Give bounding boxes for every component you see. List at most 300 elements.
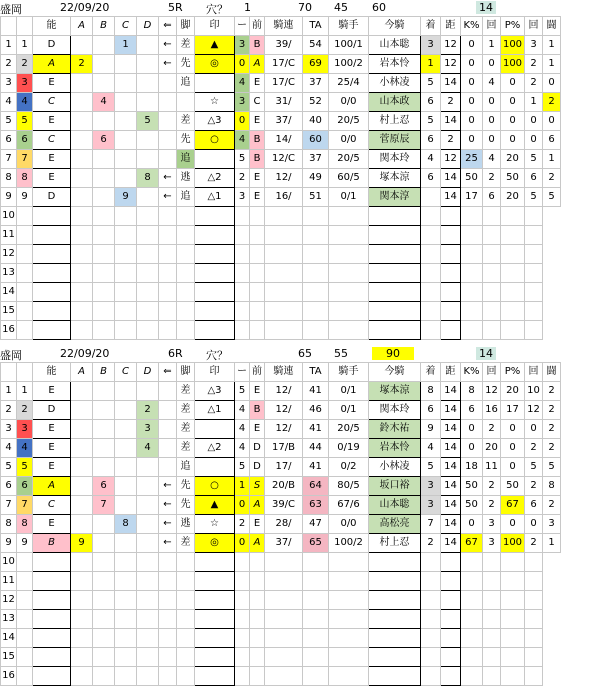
kiren-cell: 16/	[265, 188, 303, 207]
ability-cell: E	[33, 382, 71, 401]
empty-cell	[71, 591, 93, 610]
empty-cell	[483, 591, 501, 610]
runs2-cell: 0	[525, 515, 543, 534]
k-pct-cell: 8	[461, 382, 483, 401]
col-a	[71, 496, 93, 515]
empty-cell	[303, 302, 329, 321]
empty-cell	[369, 648, 421, 667]
table-row	[1, 74, 561, 93]
empty-cell	[329, 226, 369, 245]
gate-cell: 9	[17, 188, 33, 207]
arrow-cell	[159, 458, 177, 477]
jockey-rate-cell: 20/5	[329, 112, 369, 131]
gate-cell: 6	[17, 477, 33, 496]
empty-cell	[525, 667, 543, 686]
col-d: 2	[137, 401, 159, 420]
empty-cell	[137, 553, 159, 572]
prev-cell: 0	[235, 496, 250, 515]
empty-cell	[303, 553, 329, 572]
empty-cell	[71, 245, 93, 264]
empty-cell	[137, 610, 159, 629]
empty-cell	[17, 629, 33, 648]
empty-cell	[137, 591, 159, 610]
col-d: 8	[137, 169, 159, 188]
col-b: 6	[93, 477, 115, 496]
empty-cell	[137, 648, 159, 667]
empty-cell	[71, 648, 93, 667]
runs2-cell: 2	[525, 477, 543, 496]
gate-cell: 8	[17, 169, 33, 188]
gate-cell: 1	[17, 382, 33, 401]
empty-cell	[421, 264, 441, 283]
finish-cell: 4	[421, 150, 441, 169]
col-c	[115, 131, 137, 150]
k-pct-cell: 0	[461, 515, 483, 534]
empty-cell	[421, 207, 441, 226]
empty-cell	[71, 610, 93, 629]
col-a	[71, 36, 93, 55]
kiren-cell: 31/	[265, 93, 303, 112]
jockey-cell: 関本淳	[369, 188, 421, 207]
empty-cell	[33, 264, 71, 283]
empty-cell	[17, 207, 33, 226]
col-c	[115, 55, 137, 74]
arrow-cell: ←	[159, 188, 177, 207]
table-row	[1, 131, 561, 150]
empty-cell	[265, 591, 303, 610]
empty-cell	[461, 629, 483, 648]
empty-cell	[441, 629, 461, 648]
runs2-cell: 3	[525, 36, 543, 55]
empty-cell	[501, 245, 525, 264]
k-pct-cell: 50	[461, 496, 483, 515]
empty-cell	[250, 629, 265, 648]
empty-cell	[461, 283, 483, 302]
ta-cell: 69	[303, 55, 329, 74]
table-row	[1, 591, 561, 610]
col-d	[137, 150, 159, 169]
jockey-cell: 山本聡	[369, 496, 421, 515]
runs-cell: 2	[483, 496, 501, 515]
jockey-cell: 山本聡	[369, 36, 421, 55]
empty-cell	[33, 591, 71, 610]
empty-cell	[265, 648, 303, 667]
race-header	[0, 346, 605, 362]
prev-cell: 4	[235, 420, 250, 439]
jockey-rate-cell: 20/5	[329, 420, 369, 439]
empty-cell	[71, 667, 93, 686]
empty-cell	[17, 226, 33, 245]
leg-cell: 差	[177, 420, 195, 439]
header-row	[1, 17, 561, 36]
fight-cell: 0	[543, 74, 561, 93]
kiren-cell: 37/	[265, 112, 303, 131]
empty-cell	[265, 572, 303, 591]
leg-cell: 追	[177, 74, 195, 93]
empty-cell	[369, 207, 421, 226]
finish-cell: 3	[421, 496, 441, 515]
column-header: D	[137, 363, 159, 382]
kiren-cell: 12/	[265, 420, 303, 439]
empty-cell	[93, 283, 115, 302]
venue-label: 盛岡	[0, 3, 22, 16]
table-row	[1, 226, 561, 245]
runs-cell: 4	[483, 150, 501, 169]
ta-cell: 44	[303, 439, 329, 458]
prev-grade-cell: A	[250, 496, 265, 515]
empty-cell	[329, 321, 369, 340]
arrow-cell	[159, 382, 177, 401]
ta-cell: 37	[303, 74, 329, 93]
empty-cell	[483, 553, 501, 572]
empty-cell	[93, 553, 115, 572]
col-d	[137, 74, 159, 93]
empty-cell	[159, 667, 177, 686]
prev-cell: 2	[235, 515, 250, 534]
column-header: 闘	[543, 17, 561, 36]
column-header: 脚	[177, 363, 195, 382]
empty-cell	[303, 283, 329, 302]
col-c	[115, 112, 137, 131]
col-a	[71, 515, 93, 534]
jockey-cell: 岩本怜	[369, 439, 421, 458]
empty-cell	[33, 226, 71, 245]
column-header: 今騎	[369, 17, 421, 36]
ta-cell: 37	[303, 150, 329, 169]
ability-cell: E	[33, 420, 71, 439]
empty-cell	[329, 667, 369, 686]
k-pct-cell: 0	[461, 36, 483, 55]
prev-cell: 5	[235, 150, 250, 169]
empty-cell	[369, 245, 421, 264]
empty-cell	[329, 245, 369, 264]
empty-cell	[265, 553, 303, 572]
ability-cell: D	[33, 401, 71, 420]
gate-cell: 7	[17, 496, 33, 515]
empty-cell	[501, 321, 525, 340]
col-b	[93, 515, 115, 534]
p-pct-cell: 0	[501, 515, 525, 534]
prev-grade-cell: S	[250, 477, 265, 496]
corner-cell	[1, 17, 17, 36]
finish-cell: 3	[421, 477, 441, 496]
mark-cell: ○	[195, 131, 235, 150]
empty-cell	[195, 321, 235, 340]
empty-cell	[93, 610, 115, 629]
empty-cell	[159, 610, 177, 629]
kiren-cell: 14/	[265, 131, 303, 150]
empty-cell	[369, 283, 421, 302]
fight-cell: 2	[543, 169, 561, 188]
empty-cell	[461, 572, 483, 591]
col-c	[115, 382, 137, 401]
ability-cell: E	[33, 169, 71, 188]
col-c	[115, 74, 137, 93]
empty-cell	[177, 321, 195, 340]
empty-cell	[177, 572, 195, 591]
empty-cell	[115, 667, 137, 686]
empty-cell	[441, 648, 461, 667]
empty-cell	[303, 572, 329, 591]
column-header	[17, 17, 33, 36]
p-pct-cell: 100	[501, 55, 525, 74]
table-row	[1, 55, 561, 74]
gate-cell: 3	[17, 74, 33, 93]
empty-cell	[483, 667, 501, 686]
fight-cell: 2	[543, 420, 561, 439]
empty-cell	[250, 245, 265, 264]
kiren-cell: 12/C	[265, 150, 303, 169]
corner-cell	[1, 363, 17, 382]
empty-cell	[501, 591, 525, 610]
jockey-cell: 鈴木祐	[369, 420, 421, 439]
empty-cell	[17, 610, 33, 629]
ta-cell: 65	[303, 534, 329, 553]
ta-cell: 64	[303, 477, 329, 496]
empty-cell	[303, 226, 329, 245]
column-header: TA	[303, 363, 329, 382]
prev-cell: 5	[235, 458, 250, 477]
gate-cell: 4	[17, 93, 33, 112]
col-a	[71, 401, 93, 420]
table-row	[1, 420, 561, 439]
prev-grade-cell: E	[250, 382, 265, 401]
arrow-cell: ←	[159, 515, 177, 534]
p-pct-cell: 50	[501, 477, 525, 496]
col-c	[115, 458, 137, 477]
table-row	[1, 112, 561, 131]
p-pct-cell: 20	[501, 382, 525, 401]
empty-cell	[303, 591, 329, 610]
empty-cell	[235, 610, 250, 629]
gate-cell: 2	[17, 401, 33, 420]
runs2-cell: 2	[525, 534, 543, 553]
ability-cell: B	[33, 534, 71, 553]
empty-cell	[115, 283, 137, 302]
runs2-cell: 6	[525, 496, 543, 515]
table-row	[1, 264, 561, 283]
column-header: 闘	[543, 363, 561, 382]
leg-cell: 差	[177, 382, 195, 401]
empty-cell	[93, 629, 115, 648]
mark-cell: △2	[195, 439, 235, 458]
table-row	[1, 169, 561, 188]
empty-cell	[525, 648, 543, 667]
mark-cell: △1	[195, 401, 235, 420]
mark-cell: ○	[195, 477, 235, 496]
row-number: 14	[1, 283, 17, 302]
mark-cell: ◎	[195, 55, 235, 74]
empty-cell	[71, 283, 93, 302]
empty-cell	[265, 321, 303, 340]
empty-cell	[329, 283, 369, 302]
row-number: 15	[1, 648, 17, 667]
column-header: ⇐	[159, 17, 177, 36]
fight-cell: 2	[543, 93, 561, 112]
runs-cell: 4	[483, 74, 501, 93]
fight-cell: 3	[543, 515, 561, 534]
empty-cell	[265, 226, 303, 245]
column-header: 前	[250, 17, 265, 36]
empty-cell	[177, 553, 195, 572]
table-row	[1, 36, 561, 55]
empty-cell	[33, 245, 71, 264]
prev-cell: 3	[235, 188, 250, 207]
runs2-cell: 2	[525, 55, 543, 74]
empty-cell	[369, 572, 421, 591]
row-number: 12	[1, 591, 17, 610]
prev-grade-cell: D	[250, 439, 265, 458]
row-number: 12	[1, 245, 17, 264]
runs2-cell: 5	[525, 150, 543, 169]
empty-cell	[303, 264, 329, 283]
empty-cell	[369, 667, 421, 686]
col-c	[115, 439, 137, 458]
empty-cell	[461, 321, 483, 340]
table-row	[1, 610, 561, 629]
empty-cell	[33, 553, 71, 572]
empty-cell	[235, 302, 250, 321]
empty-cell	[235, 553, 250, 572]
empty-cell	[137, 283, 159, 302]
empty-cell	[235, 629, 250, 648]
empty-cell	[483, 207, 501, 226]
p-pct-cell: 0	[501, 458, 525, 477]
mark-cell	[195, 74, 235, 93]
empty-cell	[93, 226, 115, 245]
arrow-cell	[159, 150, 177, 169]
prev-cell: 3	[235, 36, 250, 55]
gate-cell: 3	[17, 420, 33, 439]
leg-cell: 逃	[177, 169, 195, 188]
col-d	[137, 93, 159, 112]
empty-cell	[195, 629, 235, 648]
empty-cell	[195, 283, 235, 302]
empty-cell	[525, 629, 543, 648]
empty-cell	[159, 572, 177, 591]
column-header: 着	[421, 363, 441, 382]
empty-cell	[33, 667, 71, 686]
ability-cell: D	[33, 188, 71, 207]
empty-cell	[525, 245, 543, 264]
ta-cell: 41	[303, 420, 329, 439]
k-pct-cell: 50	[461, 169, 483, 188]
jockey-cell: 小林凌	[369, 74, 421, 93]
header-val-4: 14	[476, 347, 496, 360]
runs-cell: 2	[483, 420, 501, 439]
k-pct-cell: 0	[461, 74, 483, 93]
empty-cell	[115, 553, 137, 572]
row-number: 7	[1, 496, 17, 515]
empty-cell	[369, 226, 421, 245]
distance-cell: 14	[441, 401, 461, 420]
empty-cell	[250, 553, 265, 572]
leg-cell: 追	[177, 188, 195, 207]
empty-cell	[525, 302, 543, 321]
runs2-cell: 10	[525, 382, 543, 401]
arrow-cell	[159, 74, 177, 93]
arrow-cell	[159, 112, 177, 131]
gate-cell: 5	[17, 112, 33, 131]
row-number: 13	[1, 264, 17, 283]
table-row	[1, 283, 561, 302]
runs-cell: 12	[483, 382, 501, 401]
empty-cell	[177, 245, 195, 264]
column-header: P%	[501, 363, 525, 382]
fight-cell: 2	[543, 439, 561, 458]
distance-cell: 12	[441, 150, 461, 169]
k-pct-cell: 50	[461, 477, 483, 496]
runs-cell: 3	[483, 515, 501, 534]
arrow-cell	[159, 420, 177, 439]
column-header: 回	[483, 363, 501, 382]
runs-cell: 1	[483, 36, 501, 55]
kiren-cell: 17/C	[265, 55, 303, 74]
empty-cell	[93, 572, 115, 591]
prev-grade-cell: B	[250, 150, 265, 169]
empty-cell	[421, 302, 441, 321]
col-a: 2	[71, 55, 93, 74]
empty-cell	[421, 610, 441, 629]
jockey-rate-cell: 67/6	[329, 496, 369, 515]
col-d	[137, 477, 159, 496]
empty-cell	[177, 610, 195, 629]
finish-cell: 5	[421, 458, 441, 477]
empty-cell	[159, 264, 177, 283]
header-val-2: 55	[334, 347, 348, 360]
empty-cell	[250, 226, 265, 245]
fight-cell: 2	[543, 382, 561, 401]
col-a	[71, 439, 93, 458]
empty-cell	[159, 553, 177, 572]
empty-cell	[525, 591, 543, 610]
column-header: 騎手	[329, 17, 369, 36]
table-row	[1, 321, 561, 340]
distance-cell: 12	[441, 55, 461, 74]
row-number: 13	[1, 610, 17, 629]
table-row	[1, 150, 561, 169]
p-pct-cell: 0	[501, 74, 525, 93]
ability-cell: E	[33, 439, 71, 458]
jockey-cell: 岩本怜	[369, 55, 421, 74]
empty-cell	[265, 302, 303, 321]
empty-cell	[115, 572, 137, 591]
ability-cell: E	[33, 74, 71, 93]
row-number: 4	[1, 93, 17, 112]
p-pct-cell: 0	[501, 112, 525, 131]
row-number: 14	[1, 629, 17, 648]
empty-cell	[421, 667, 441, 686]
distance-cell: 14	[441, 74, 461, 93]
empty-cell	[195, 226, 235, 245]
finish-cell: 3	[421, 36, 441, 55]
col-a	[71, 150, 93, 169]
jockey-rate-cell: 80/5	[329, 477, 369, 496]
header-val-4: 14	[476, 1, 496, 14]
k-pct-cell: 25	[461, 150, 483, 169]
empty-cell	[501, 648, 525, 667]
empty-cell	[17, 302, 33, 321]
col-d	[137, 382, 159, 401]
empty-cell	[177, 264, 195, 283]
empty-cell	[501, 610, 525, 629]
row-number: 1	[1, 36, 17, 55]
fight-cell: 1	[543, 534, 561, 553]
empty-cell	[17, 648, 33, 667]
column-header: 騎手	[329, 363, 369, 382]
empty-cell	[17, 553, 33, 572]
column-header: 能	[33, 17, 71, 36]
